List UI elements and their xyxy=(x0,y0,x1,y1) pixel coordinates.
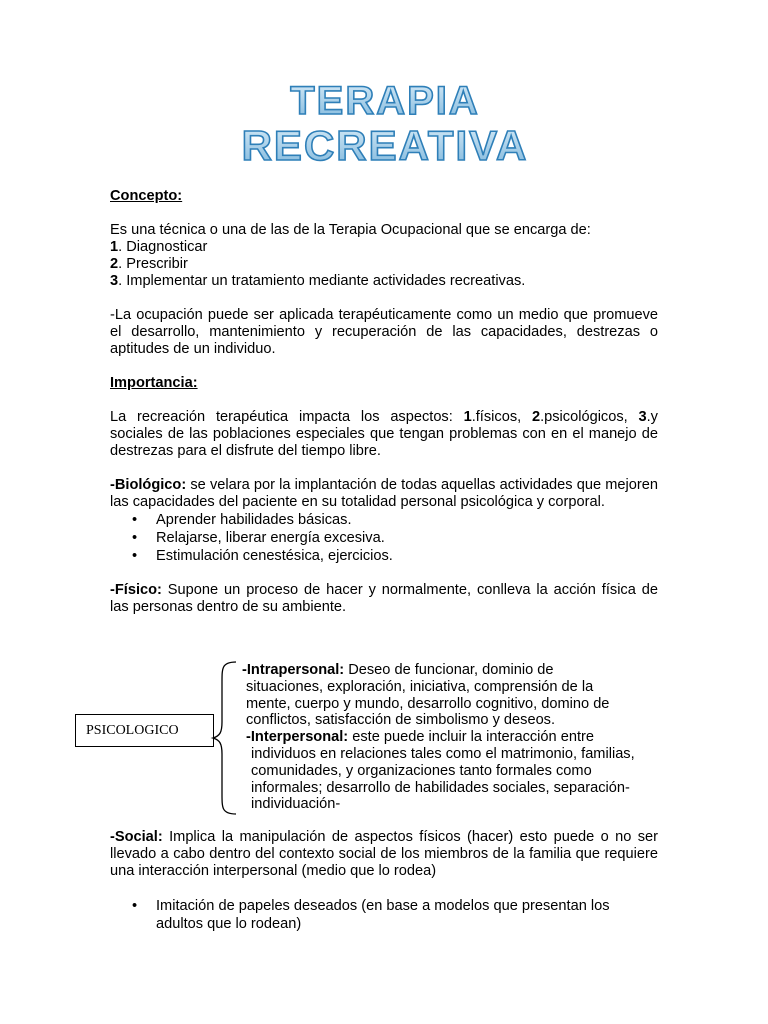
interpersonal-line-1 xyxy=(242,729,662,746)
list-item: • Estimulación cenestésica, ejercicios. xyxy=(156,547,658,565)
fisico-label: -Físico: xyxy=(110,582,162,598)
importancia-heading: Importancia: xyxy=(110,375,198,391)
document-title xyxy=(180,78,590,170)
intrapersonal-line: conflictos, satisfacción de simbolismo y deseos. xyxy=(246,712,556,729)
fisico-text: Supone un proceso de hacer y normalmente, conlleva la acción física de las personas dentro de su ambiente. xyxy=(110,582,658,615)
biologico-paragraph xyxy=(110,477,658,511)
title-line-2: RECREATIVA xyxy=(241,122,529,169)
intrapersonal-line: situaciones, exploración, iniciativa, comprensión de la xyxy=(246,678,594,695)
importancia-paragraph xyxy=(110,409,658,460)
psicologico-box xyxy=(75,714,214,747)
intrapersonal-line-1 xyxy=(242,662,662,679)
importancia-text: .y sociales de las poblaciones especiales que tengan problemas con en el manejo de destrezas para el disfrute del tiempo libre. xyxy=(110,409,658,459)
social-section xyxy=(110,829,658,933)
fisico-paragraph xyxy=(110,582,658,616)
social-label: -Social: xyxy=(110,829,163,845)
social-text: Implica la manipulación de aspectos físicos (hacer) esto puede o no ser llevado a cabo dentro del contexto social de los miembros de la familia que requiere una interacción interpersonal (medio que lo rodea) xyxy=(110,829,658,879)
concepto-paragraph: -La ocupación puede ser aplicada terapéuticamente como un medio que promueve el desarrollo, mantenimiento y recuperación de las capacidades, destrezas o aptitudes de un individuo. xyxy=(110,307,658,357)
social-paragraph xyxy=(110,829,658,880)
item-text: . Diagnosticar xyxy=(118,239,208,255)
curly-brace-icon xyxy=(210,660,240,816)
concepto-item-3 xyxy=(110,273,658,290)
importancia-num-1: 1 xyxy=(463,409,472,425)
interpersonal-label: -Interpersonal: xyxy=(246,729,349,746)
concepto-item-1 xyxy=(110,239,658,256)
biologico-text: se velara por la implantación de todas aquellas actividades que mejoren las capacidades del paciente en su totalidad personal psicológica y corporal. xyxy=(110,477,658,510)
interpersonal-line: informales; desarrollo de habilidades sociales, separación- xyxy=(251,779,630,796)
list-item: • Aprender habilidades básicas. xyxy=(156,511,658,529)
importancia-text: La recreación terapéutica impacta los aspectos: xyxy=(110,409,464,425)
list-item: • Relajarse, liberar energía excesiva. xyxy=(156,529,658,547)
main-content xyxy=(110,188,658,616)
interpersonal-line: comunidades, y organizaciones tanto formales como xyxy=(251,762,592,779)
list-item: • Imitación de papeles deseados (en base a modelos que presentan los adultos que lo rodean) xyxy=(156,897,658,933)
item-text: . Prescribir xyxy=(118,256,188,272)
item-text: . Implementar un tratamiento mediante actividades recreativas. xyxy=(118,273,526,289)
title-line-1: TERAPIA xyxy=(290,79,480,123)
importancia-num-3: 3 xyxy=(638,409,647,425)
importancia-text: .físicos, xyxy=(471,409,532,425)
intrapersonal-label: -Intrapersonal: xyxy=(242,662,345,678)
concepto-heading: Concepto: xyxy=(110,188,183,204)
item-number: 2 xyxy=(110,256,119,272)
biologico-label: -Biológico: xyxy=(110,477,187,493)
intrapersonal-line: mente, cuerpo y mundo, desarrollo cognitivo, domino de xyxy=(246,695,610,712)
interpersonal-line: individuos en relaciones tales como el matrimonio, familias, xyxy=(251,745,635,762)
social-list xyxy=(110,897,658,933)
intrapersonal-text: Deseo de funcionar, dominio de xyxy=(344,662,554,678)
interpersonal-text: este puede incluir la interacción entre xyxy=(348,729,594,746)
importancia-num-2: 2 xyxy=(531,409,541,425)
concepto-intro: Es una técnica o una de las de la Terapia Ocupacional que se encarga de: xyxy=(110,222,591,238)
item-number: 1 xyxy=(110,239,119,255)
item-number: 3 xyxy=(110,273,119,289)
psicologico-box-label: PSICOLOGICO xyxy=(86,722,179,738)
concepto-item-2 xyxy=(110,256,658,273)
biologico-list xyxy=(110,511,658,565)
importancia-text: .psicológicos, xyxy=(540,409,639,425)
psicologico-details xyxy=(242,662,662,813)
interpersonal-line: individuación- xyxy=(251,796,341,813)
